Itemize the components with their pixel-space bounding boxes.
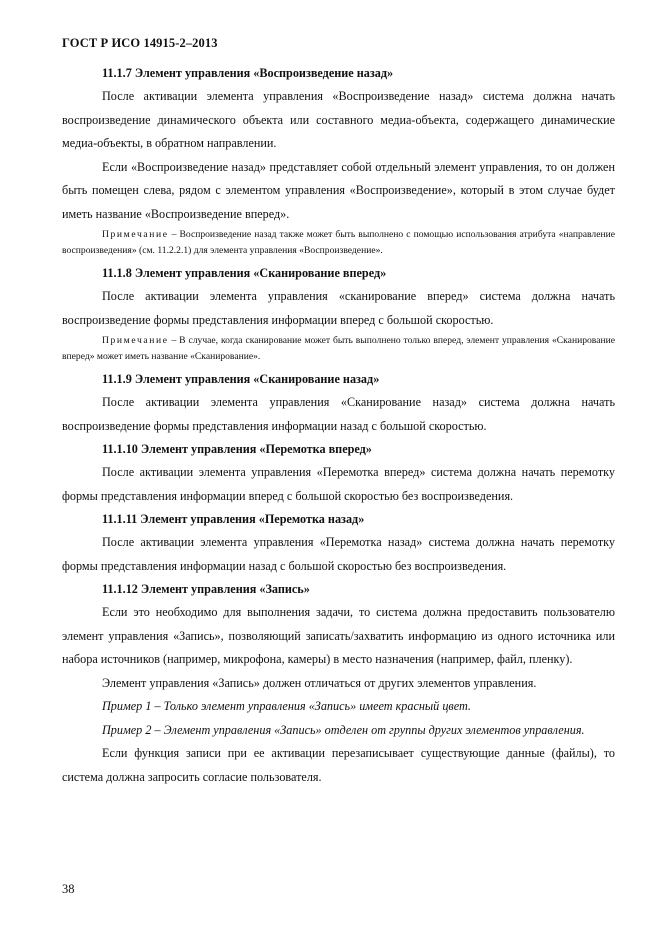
paragraph: Если это необходимо для выполнения задачи, то система должна предоставить пользователю элемент управления «Запись», позволяющий записать/захватить информацию из одного источника или набора источников (например, микрофона, камеры) в место назначения (например, файл, пленку). xyxy=(62,605,615,666)
paragraph: После активации элемента управления «Перемотка вперед» система должна начать перемотку формы представления информации вперед с большой скоростью без воспроизведения. xyxy=(62,465,615,503)
paragraph: После активации элемента управления «Перемотка назад» система должна начать перемотку формы представления информации назад с большой скоростью без воспроизведения. xyxy=(62,535,615,573)
paragraph: Если функция записи при ее активации перезаписывает существующие данные (файлы), то система должна запросить согласие пользователя. xyxy=(62,746,615,784)
paragraph: Если «Воспроизведение назад» представляет собой отдельный элемент управления, то он должен быть помещен слева, рядом с элементом управления «Воспроизведение», который в этом случае будет иметь название «Воспроизведение вперед». xyxy=(62,159,615,221)
section-heading-11-1-7: 11.1.7 Элемент управления «Воспроизведение назад» xyxy=(102,66,394,80)
section-heading-11-1-11: 11.1.11 Элемент управления «Перемотка назад» xyxy=(102,512,365,526)
document-header: ГОСТ Р ИСО 14915-2–2013 xyxy=(62,36,218,50)
section-heading-11-1-10: 11.1.10 Элемент управления «Перемотка вперед» xyxy=(102,442,372,456)
note xyxy=(62,227,615,259)
paragraph: Элемент управления «Запись» должен отличаться от других элементов управления. xyxy=(102,675,537,690)
paragraph: После активации элемента управления «Воспроизведение назад» система должна начать воспроизведение динамического объекта или составного медиа-объекта, содержащего динамические медиа-объекты, в обратном направлении. xyxy=(62,89,615,150)
section-heading-11-1-9: 11.1.9 Элемент управления «Сканирование назад» xyxy=(102,372,380,386)
note-text: – Воспроизведение назад также может быть выполнено с помощью использования атрибута «направление воспроизведения» (см. 11.2.2.1) для элемента управления «Воспроизведение». xyxy=(62,229,615,256)
example-2: Пример 2 – Элемент управления «Запись» отделен от группы других элементов управления. xyxy=(102,722,585,737)
page-number: 38 xyxy=(62,882,75,896)
note-text: – В случае, когда сканирование может быть выполнено только вперед, элемент управления «Сканирование вперед» может иметь название «Сканирование». xyxy=(62,335,615,362)
document-body xyxy=(62,62,615,789)
paragraph: После активации элемента управления «сканирование вперед» система должна начать воспроизведение формы представления информации вперед с большой скоростью. xyxy=(62,289,615,327)
section-heading-11-1-12: 11.1.12 Элемент управления «Запись» xyxy=(102,582,310,596)
paragraph: После активации элемента управления «Сканирование назад» система должна начать воспроизведение формы представления информации назад с большой скоростью. xyxy=(62,395,615,433)
note-label: Примечание xyxy=(102,229,169,240)
example-1: Пример 1 – Только элемент управления «Запись» имеет красный цвет. xyxy=(102,699,471,713)
section-heading-11-1-8: 11.1.8 Элемент управления «Сканирование вперед» xyxy=(102,266,387,280)
note-label: Примечание xyxy=(102,335,169,346)
note xyxy=(62,333,615,365)
